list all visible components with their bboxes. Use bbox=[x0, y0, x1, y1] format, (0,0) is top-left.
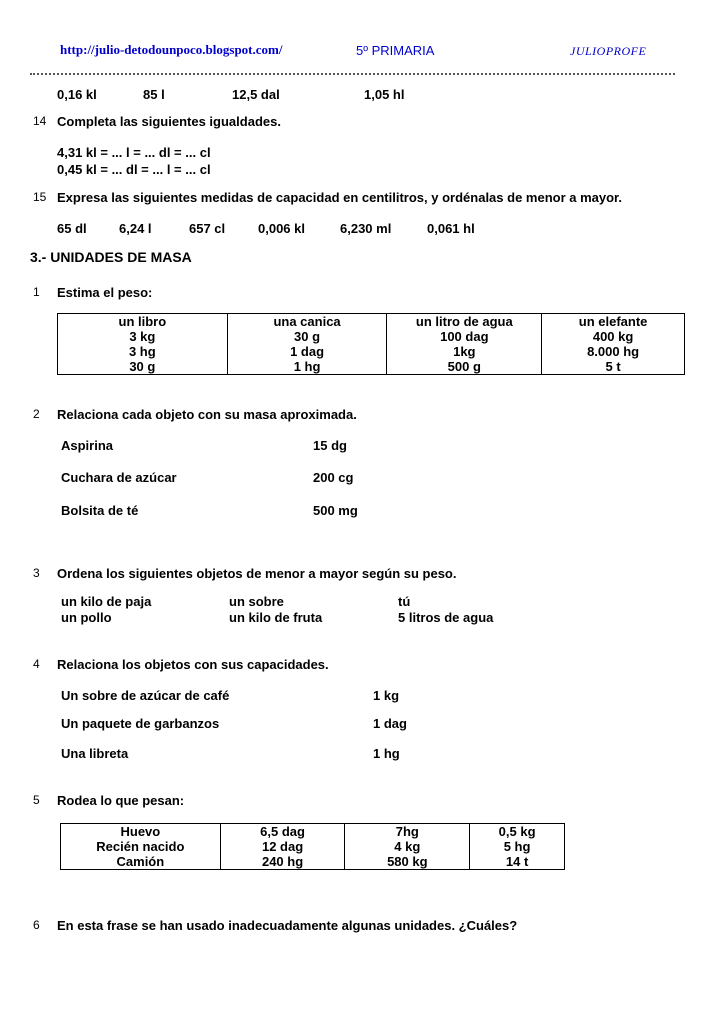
object-label: Una libreta bbox=[61, 746, 129, 761]
measure-value: 0,006 kl bbox=[258, 221, 305, 236]
table-cell: 1 dag bbox=[227, 344, 387, 359]
table-row bbox=[61, 824, 565, 840]
capacity-label: 1 kg bbox=[373, 688, 400, 703]
table-cell: 8.000 hg bbox=[542, 344, 685, 359]
question-number: 14 bbox=[33, 114, 47, 128]
table-cell[interactable]: 7hg bbox=[345, 824, 470, 840]
object-item: un sobre bbox=[229, 594, 284, 609]
table-cell: 1kg bbox=[387, 344, 542, 359]
question-number: 1 bbox=[33, 285, 40, 299]
question-number: 2 bbox=[33, 407, 40, 421]
table-cell: Huevo bbox=[61, 824, 221, 840]
question-text: Expresa las siguientes medidas de capacidad en centilitros, y ordénalas de menor a mayor. bbox=[57, 190, 623, 205]
table-cell: 1 hg bbox=[227, 359, 387, 375]
table-cell[interactable]: 4 kg bbox=[345, 839, 470, 854]
header-divider bbox=[30, 73, 675, 75]
weights-circle-table bbox=[60, 823, 565, 870]
table-header: una canica bbox=[227, 314, 387, 330]
table-cell: 500 g bbox=[387, 359, 542, 375]
question-text: Estima el peso: bbox=[57, 285, 153, 300]
table-cell: Recién nacido bbox=[61, 839, 221, 854]
question-number: 3 bbox=[33, 566, 40, 580]
capacity-label: 1 hg bbox=[373, 746, 400, 761]
object-label: Aspirina bbox=[61, 438, 114, 453]
table-row bbox=[58, 359, 685, 375]
measure-value: 0,061 hl bbox=[427, 221, 475, 236]
table-cell: 5 t bbox=[542, 359, 685, 375]
table-cell[interactable]: 12 dag bbox=[220, 839, 345, 854]
equation-line: 4,31 kl = ... l = ... dl = ... cl bbox=[57, 145, 211, 160]
object-label: Cuchara de azúcar bbox=[61, 470, 177, 485]
table-row bbox=[58, 344, 685, 359]
top-value: 85 l bbox=[143, 87, 165, 102]
grade-label: 5º PRIMARIA bbox=[356, 43, 435, 58]
object-item: un pollo bbox=[61, 610, 112, 625]
table-cell: 3 kg bbox=[58, 329, 228, 344]
table-cell: 3 hg bbox=[58, 344, 228, 359]
table-cell[interactable]: 5 hg bbox=[470, 839, 565, 854]
table-cell: 400 kg bbox=[542, 329, 685, 344]
top-value: 1,05 hl bbox=[364, 87, 405, 102]
object-item: un kilo de fruta bbox=[229, 610, 323, 625]
table-cell[interactable]: 14 t bbox=[470, 854, 565, 870]
object-item: 5 litros de agua bbox=[398, 610, 494, 625]
table-cell: 30 g bbox=[58, 359, 228, 375]
question-text: Relaciona los objetos con sus capacidades. bbox=[57, 657, 329, 672]
question-text: Relaciona cada objeto con su masa aproximada. bbox=[57, 407, 357, 422]
mass-label: 200 cg bbox=[313, 470, 354, 485]
object-label: Bolsita de té bbox=[61, 503, 139, 518]
question-text: En esta frase se han usado inadecuadamente algunas unidades. ¿Cuáles? bbox=[57, 918, 518, 933]
question-number: 5 bbox=[33, 793, 40, 807]
measure-value: 65 dl bbox=[57, 221, 87, 236]
table-cell: 30 g bbox=[227, 329, 387, 344]
table-header: un litro de agua bbox=[387, 314, 542, 330]
question-text: Rodea lo que pesan: bbox=[57, 793, 185, 808]
equation-line: 0,45 kl = ... dl = ... l = ... cl bbox=[57, 162, 211, 177]
object-label: Un sobre de azúcar de café bbox=[61, 688, 230, 703]
weight-estimate-table bbox=[57, 313, 685, 375]
top-value: 0,16 kl bbox=[57, 87, 97, 102]
question-number: 4 bbox=[33, 657, 40, 671]
object-item: un kilo de paja bbox=[61, 594, 152, 609]
table-cell: Camión bbox=[61, 854, 221, 870]
measure-value: 6,230 ml bbox=[340, 221, 392, 236]
table-header: un libro bbox=[58, 314, 228, 330]
question-number: 6 bbox=[33, 918, 40, 932]
object-item: tú bbox=[398, 594, 411, 609]
blog-url[interactable]: http://julio-detodounpoco.blogspot.com/ bbox=[60, 42, 283, 57]
table-cell[interactable]: 240 hg bbox=[220, 854, 345, 870]
mass-label: 500 mg bbox=[313, 503, 358, 518]
table-row bbox=[61, 839, 565, 854]
object-label: Un paquete de garbanzos bbox=[61, 716, 220, 731]
mass-label: 15 dg bbox=[313, 438, 347, 453]
author-label: JULIOPROFE bbox=[570, 44, 647, 58]
top-value: 12,5 dal bbox=[232, 87, 280, 102]
measure-value: 6,24 l bbox=[119, 221, 152, 236]
section-title: 3.- UNIDADES DE MASA bbox=[30, 249, 192, 265]
measure-value: 657 cl bbox=[189, 221, 226, 236]
table-cell[interactable]: 580 kg bbox=[345, 854, 470, 870]
capacity-label: 1 dag bbox=[373, 716, 407, 731]
question-text: Completa las siguientes igualdades. bbox=[57, 114, 281, 129]
table-cell[interactable]: 0,5 kg bbox=[470, 824, 565, 840]
question-text: Ordena los siguientes objetos de menor a mayor según su peso. bbox=[57, 566, 457, 581]
question-number: 15 bbox=[33, 190, 47, 204]
table-cell[interactable]: 6,5 dag bbox=[220, 824, 345, 840]
table-header-row bbox=[58, 314, 685, 330]
table-row bbox=[58, 329, 685, 344]
table-row bbox=[61, 854, 565, 870]
table-header: un elefante bbox=[542, 314, 685, 330]
table-cell: 100 dag bbox=[387, 329, 542, 344]
